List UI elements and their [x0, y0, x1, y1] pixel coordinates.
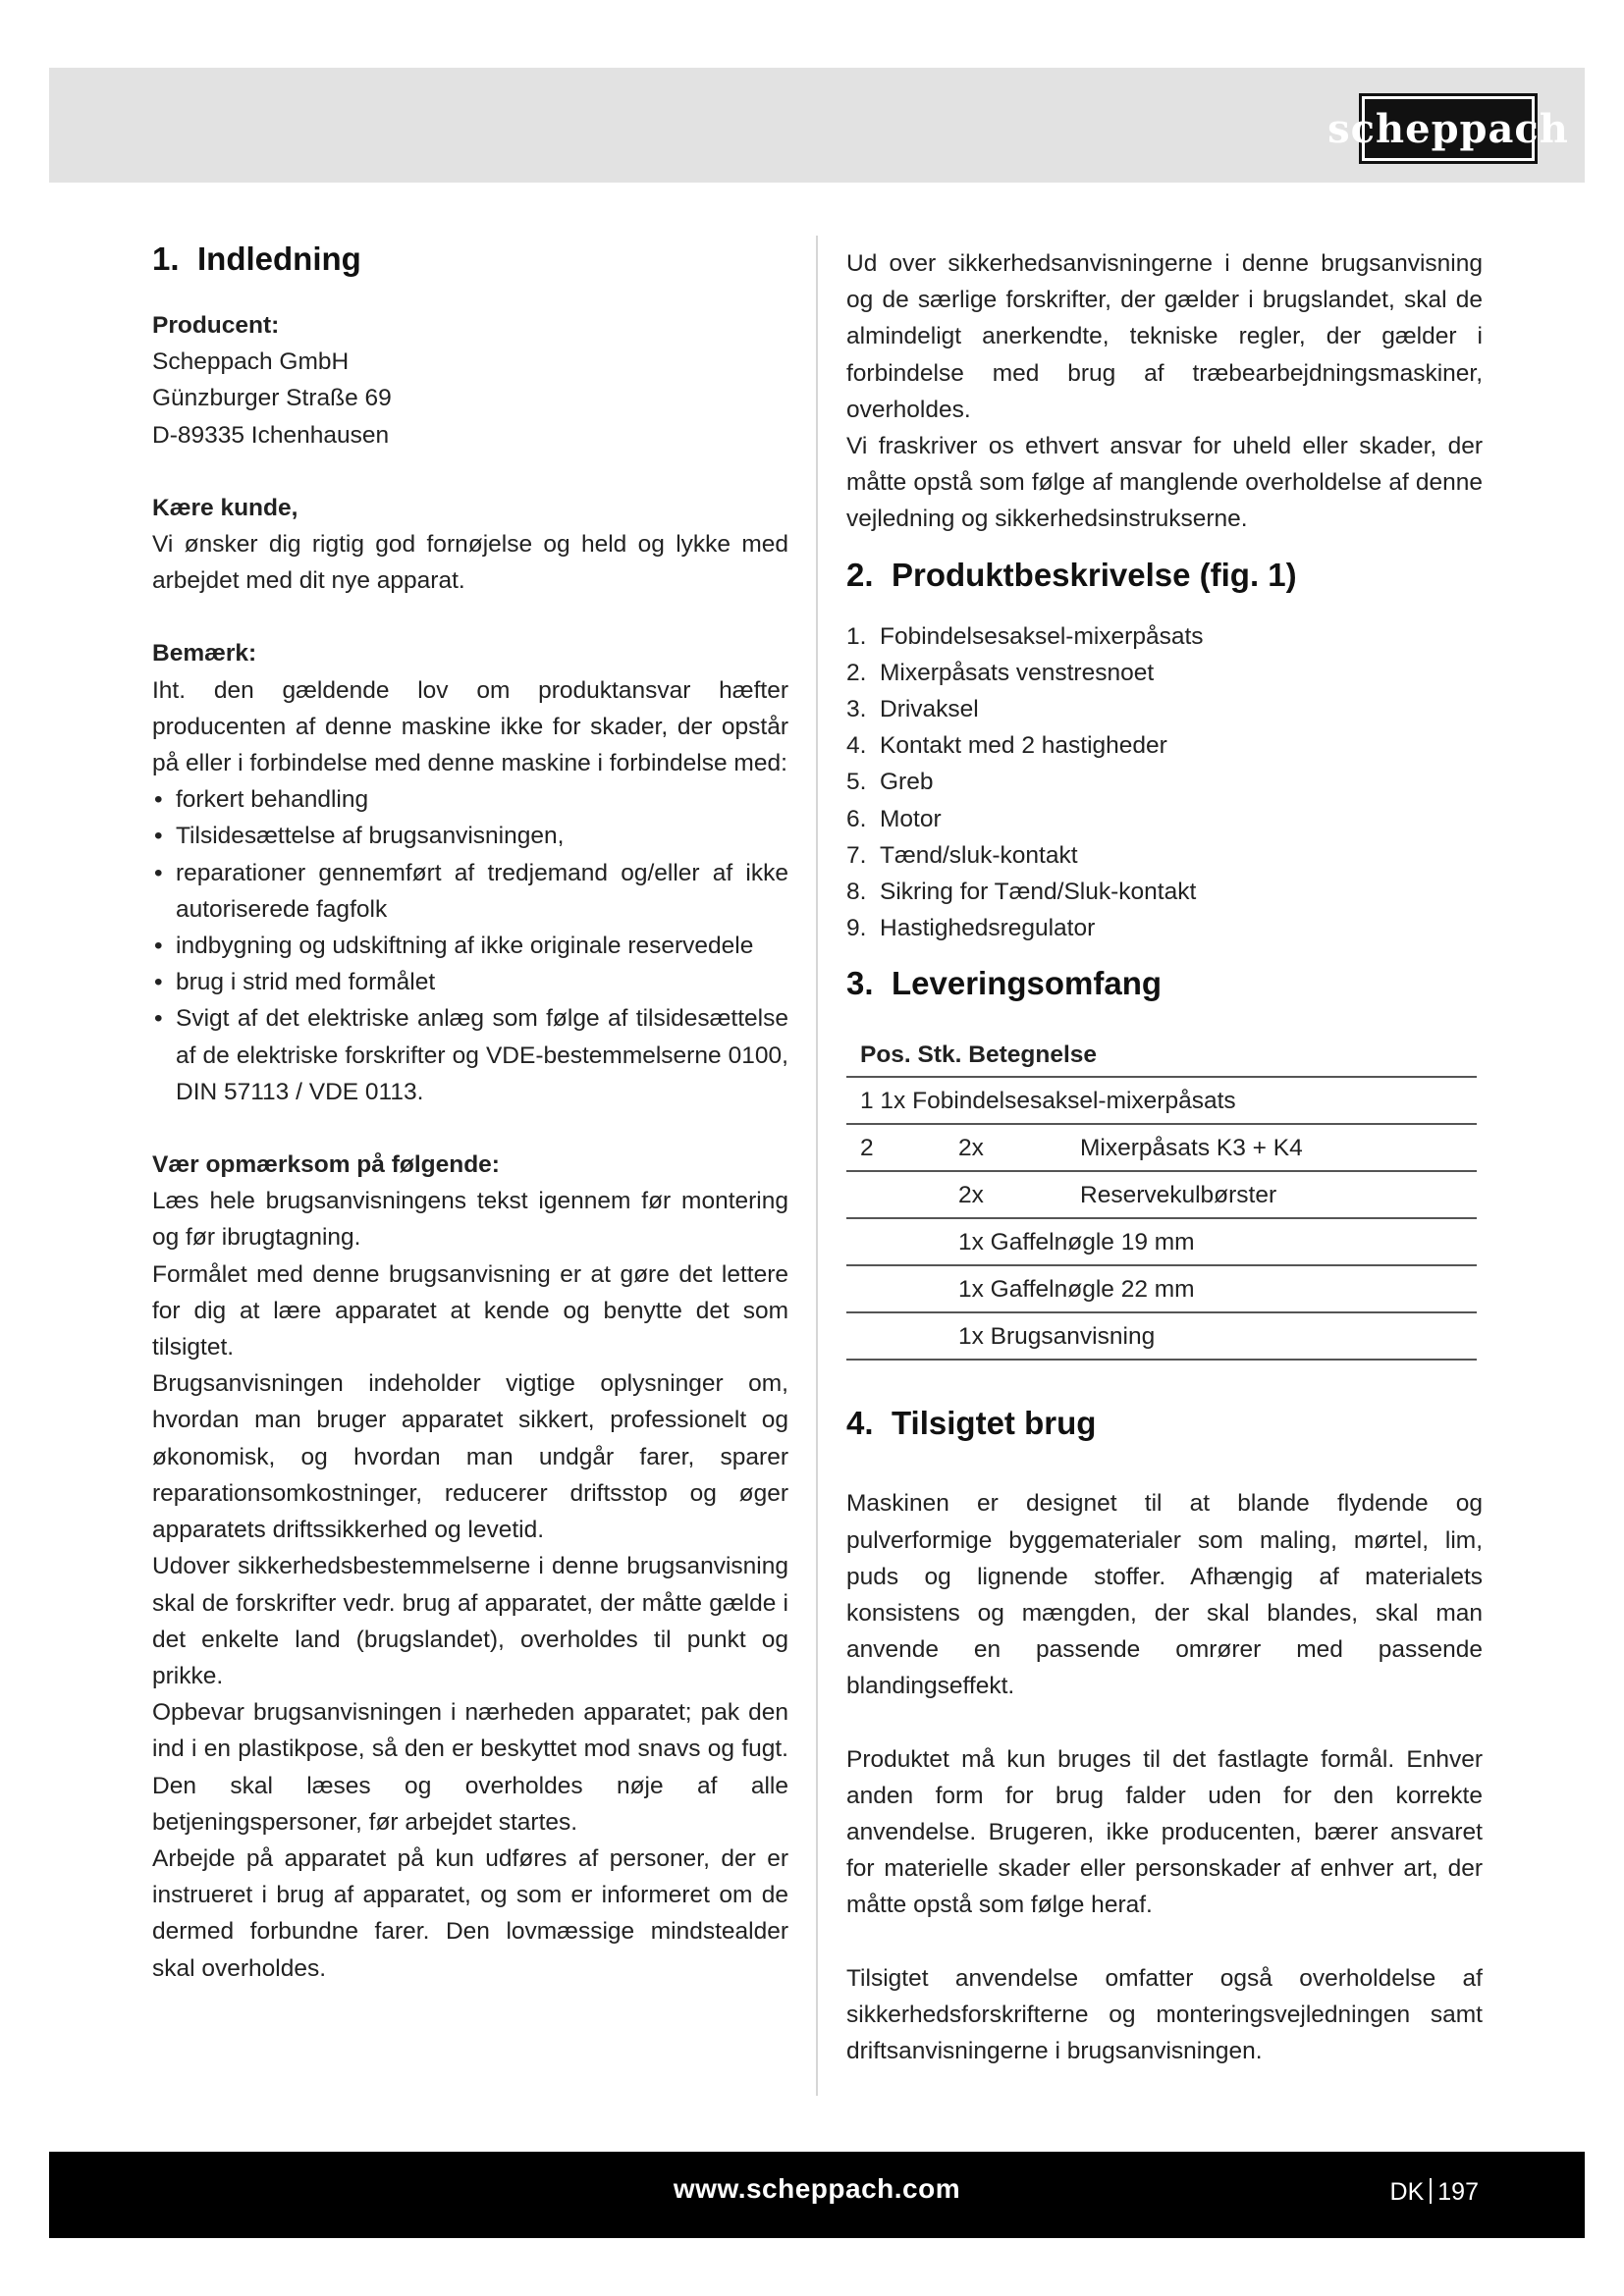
- list-item: 5. Greb: [846, 769, 934, 796]
- table-row: 2x Reservekulbørster: [846, 1171, 1477, 1218]
- table-header: Pos. Stk. Betegnelse: [846, 1033, 1477, 1077]
- use-paragraph: Tilsigtet anvendelse omfatter også overholdelse af sikkerhedsforskrifterne og monteringsvejledningen samt driftsanvisningerne i brugsanvisningen.: [846, 1964, 1483, 2065]
- scope-table: [846, 1033, 1477, 1361]
- attention-paragraph: Formålet med denne brugsanvisning er at gøre det lettere for dig at lære apparatet at kende og benytte det som tilsigtet.: [152, 1260, 788, 1362]
- section-2-heading: 2. Produktbeskrivelse (fig. 1): [846, 556, 1297, 593]
- table-row: 1x Gaffelnøgle 19 mm: [846, 1218, 1477, 1265]
- list-item: • Tilsidesættelse af brugsanvisningen,: [154, 823, 565, 850]
- attention-paragraph: Opbevar brugsanvisningen i nærheden apparatet; pak den ind i en plastikpose, så den er beskyttet mod snavs og fugt. Den skal læses og overholdes nøje af alle betjeningspersoner, før arbejdet startes.: [152, 1699, 788, 1836]
- dear-customer-text: Vi ønsker dig rigtig god fornøjelse og held og lykke med arbejdet med dit nye apparat.: [152, 531, 788, 595]
- column-divider: [816, 236, 818, 2096]
- list-item: 2. Mixerpåsats venstresnoet: [846, 659, 1155, 686]
- table-row: 1x Gaffelnøgle 22 mm: [846, 1265, 1477, 1312]
- attention-paragraph: Arbejde på apparatet på kun udføres af personer, der er instrueret i brug af apparatet, og som er informeret om de dermed forbundne farer. Den lovmæssige mindstealder skal overholdes.: [152, 1844, 788, 1982]
- list-item: 6. Motor: [846, 805, 942, 832]
- list-item: 4. Kontakt med 2 hastigheder: [846, 732, 1167, 760]
- list-item: 1. Fobindelsesaksel-mixerpåsats: [846, 622, 1204, 650]
- attention-label: Vær opmærksom på følgende:: [152, 1151, 500, 1179]
- list-item: 7. Tænd/sluk-kontakt: [846, 841, 1078, 869]
- list-item: • forkert behandling: [154, 786, 369, 814]
- list-item: 9. Hastighedsregulator: [846, 915, 1096, 942]
- parts-list: [846, 618, 1483, 947]
- section-1-heading: 1. Indledning: [152, 240, 361, 277]
- left-column: [152, 236, 788, 1987]
- section-4-heading: 4. Tilsigtet brug: [846, 1405, 1097, 1442]
- liability-list: [152, 781, 788, 1110]
- website-link[interactable]: www.scheppach.com: [673, 2173, 961, 2204]
- note-label: Bemærk:: [152, 640, 257, 667]
- note-text: Iht. den gældende lov om produktansvar hæfter producenten af denne maskine ikke for skader, der opstår på eller i forbindelse med denne maskine i forbindelse med:: [152, 676, 788, 777]
- list-item: • brug i strid med formålet: [154, 969, 436, 996]
- dear-customer-label: Kære kunde,: [152, 494, 298, 521]
- list-item: • indbygning og udskiftning af ikke originale reservedele: [154, 933, 754, 960]
- page-number: DK 197: [1389, 2178, 1479, 2206]
- intro-paragraph: Ud over sikkerhedsanvisningerne i denne brugsanvisning og de særlige forskrifter, der gælder i brugslandet, skal de almindeligt anerkendte, tekniske regler, der gælder i forbindelse med brug af træbearbejdningsmaskiner, overholdes.: [846, 250, 1483, 423]
- producer-line: Günzburger Straße 69: [152, 385, 392, 412]
- attention-paragraph: Læs hele brugsanvisningens tekst igennem før montering og før ibrugtagning.: [152, 1188, 788, 1252]
- footer-bar: [49, 2152, 1585, 2238]
- attention-paragraph: Udover sikkerhedsbestemmelserne i denne brugsanvisning skal de forskrifter vedr. brug af apparatet, der måtte gælde i det enkelte land (brugslandet), overholdes til punkt og prikke.: [152, 1553, 788, 1689]
- producer-label: Producent:: [152, 312, 280, 339]
- scheppach-logo: scheppach: [1359, 93, 1538, 164]
- list-item: • reparationer gennemført af tredjemand og/eller af ikke autoriserede fagfolk: [154, 859, 788, 923]
- table-row: 1 1x Fobindelsesaksel-mixerpåsats: [846, 1077, 1477, 1124]
- table-row: 1x Brugsanvisning: [846, 1312, 1477, 1360]
- attention-paragraph: Brugsanvisningen indeholder vigtige oplysninger om, hvordan man bruger apparatet sikkert, professionelt og økonomisk, og hvordan man undgår farer, sparer reparationsomkostninger, reducerer driftsstop og øger apparatets driftssikkerhed og levetid.: [152, 1370, 788, 1544]
- producer-line: D-89335 Ichenhausen: [152, 421, 390, 449]
- list-item: 8. Sikring for Tænd/Sluk-kontakt: [846, 879, 1197, 906]
- list-item: 3. Drivaksel: [846, 696, 979, 723]
- use-paragraph: Produktet må kun bruges til det fastlagte formål. Enhver anden form for brug falder uden for den korrekte anvendelse. Brugeren, ikke producenten, bærer ansvaret for materielle skader eller personskader af enhver art, der måtte opstå som følge heraf.: [846, 1745, 1483, 1919]
- section-3-heading: 3. Leveringsomfang: [846, 965, 1163, 1002]
- right-column: [846, 236, 1483, 2069]
- producer-line: Scheppach GmbH: [152, 348, 350, 376]
- intro-paragraph: Vi fraskriver os ethvert ansvar for uheld eller skader, der måtte opstå som følge af manglende overholdelse af denne vejledning og sikkerhedsinstrukserne.: [846, 433, 1483, 533]
- table-row: 2 2x Mixerpåsats K3 + K4: [846, 1124, 1477, 1171]
- use-paragraph: Maskinen er designet til at blande flydende og pulverformige byggematerialer som maling, mørtel, lim, puds og lignende stoffer. Afhængig af materialets konsistens og mængden, der skal blandes, skal man anvende en passende omrører med passende blandingseffekt.: [846, 1490, 1483, 1700]
- list-item: • Svigt af det elektriske anlæg som følge af tilsidesættelse af de elektriske forskrifter og VDE-bestemmelserne 0100, DIN 57113 / VDE 0113.: [154, 1005, 788, 1105]
